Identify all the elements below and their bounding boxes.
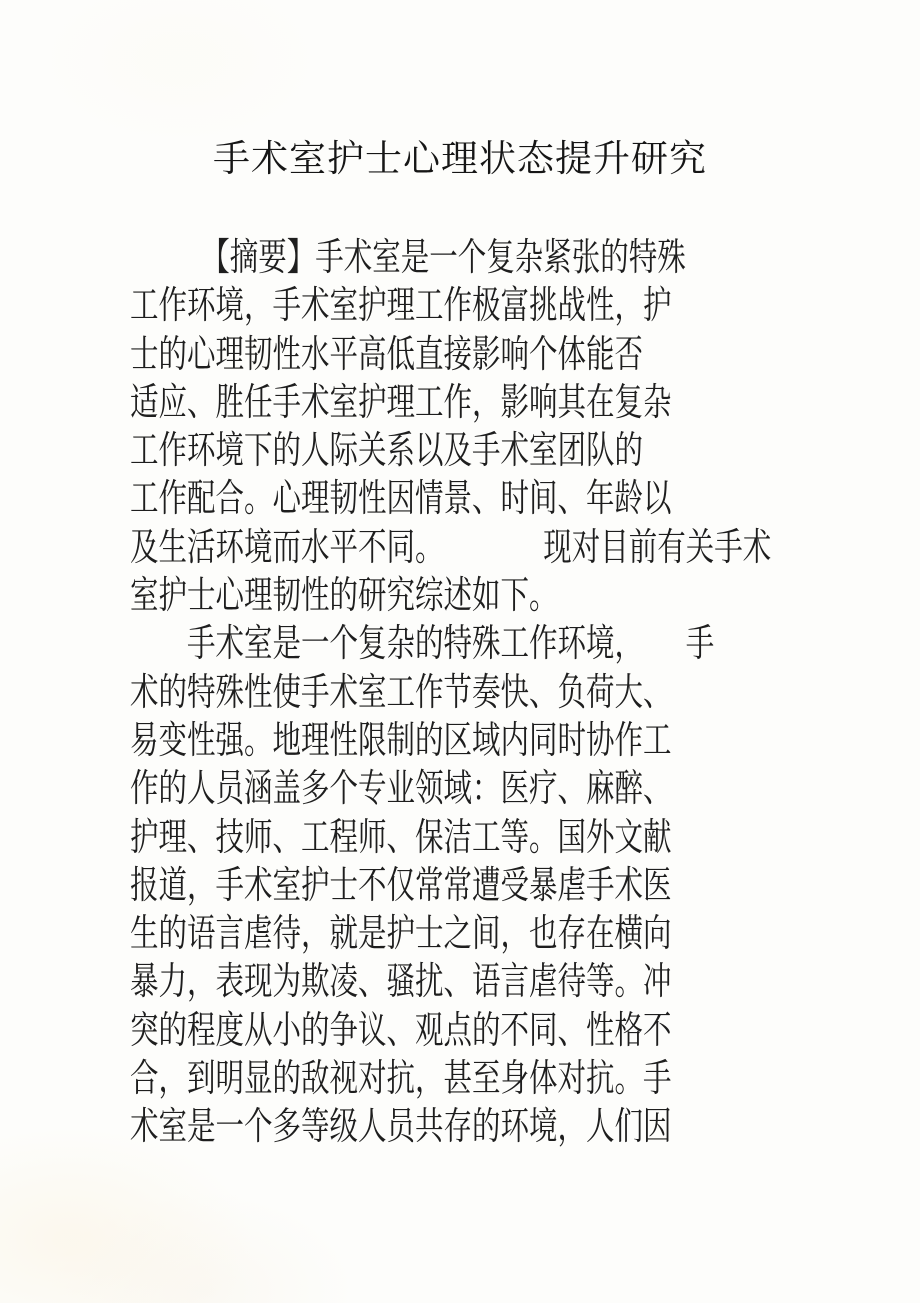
text-line: 术的特殊性使手术室工作节奏快、负荷大、 bbox=[130, 671, 672, 714]
text-line: 工作配合。心理韧性因情景、时间、年龄以 bbox=[130, 478, 672, 521]
text-line: 易变性强。地理性限制的区域内同时协作工 bbox=[130, 719, 672, 762]
text-line: 报道，手术室护士不仅常常遭受暴虐手术医 bbox=[130, 864, 672, 907]
text-line: 工作环境下的人际关系以及手术室团队的 bbox=[130, 430, 644, 473]
text-line: 【摘要】手术室是一个复杂紧张的特殊 bbox=[130, 237, 686, 279]
text-line: 护理、技师、工程师、保洁工等。国外文献 bbox=[130, 816, 672, 859]
text-line: 术室是一个多等级人员共存的环境，人们因 bbox=[130, 1106, 672, 1149]
text-line: 室护士心理韧性的研究综述如下。 bbox=[130, 575, 558, 618]
text-line: 手术室是一个复杂的特殊工作环境， 手 bbox=[130, 623, 715, 666]
text-line: 作的人员涵盖多个专业领域：医疗、麻醉、 bbox=[130, 768, 672, 811]
document-title: 手术室护士心理状态提升研究 bbox=[213, 139, 707, 180]
text-line: 适应、胜任手术室护理工作，影响其在复杂 bbox=[130, 381, 672, 424]
text-line: 工作环境，手术室护理工作极富挑战性，护 bbox=[130, 285, 672, 328]
document-body bbox=[130, 234, 920, 1152]
text-line: 暴力，表现为欺凌、骚扰、语言虐待等。冲 bbox=[130, 961, 672, 1004]
text-line: 突的程度从小的争议、观点的不同、性格不 bbox=[130, 1009, 672, 1052]
text-line: 及生活环境而水平不同。 现对目前有关手术 bbox=[130, 526, 772, 569]
text-line: 生的语言虐待，就是护士之间，也存在横向 bbox=[130, 913, 672, 956]
text-line: 士的心理韧性水平高低直接影响个体能否 bbox=[130, 333, 644, 376]
text-line: 合，到明显的敌视对抗，甚至身体对抗。手 bbox=[130, 1058, 672, 1101]
